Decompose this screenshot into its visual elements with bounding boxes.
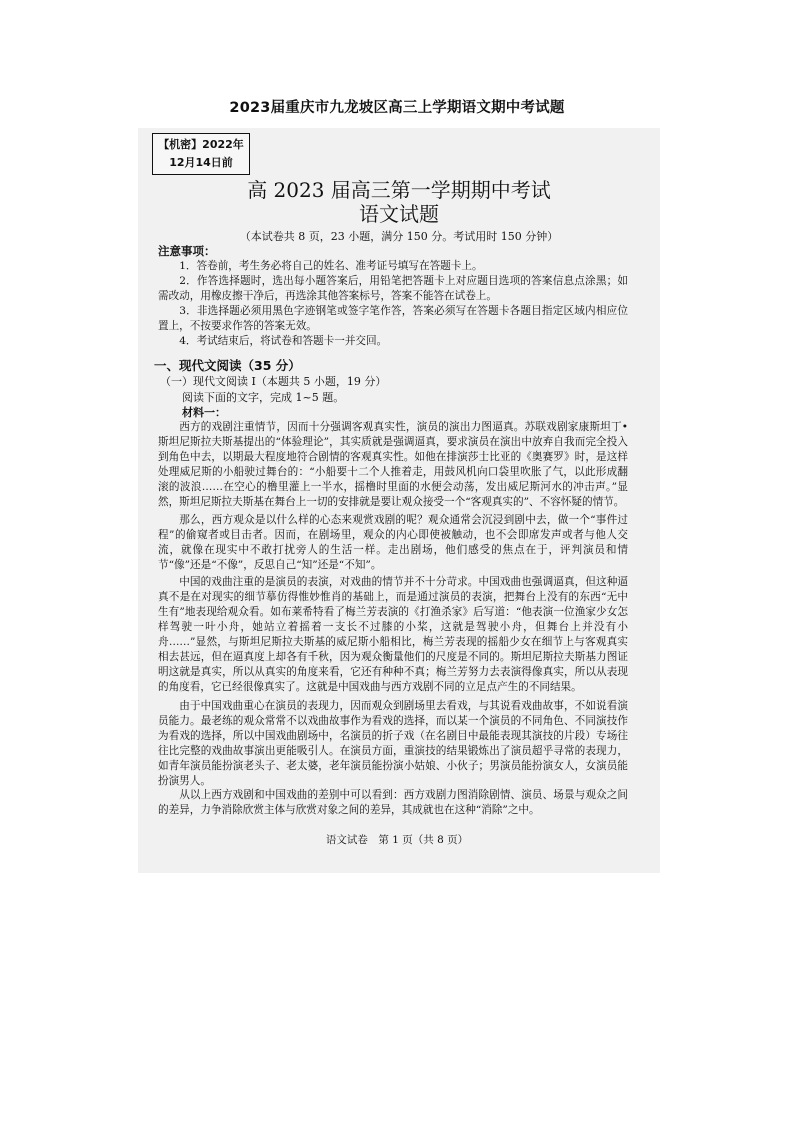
notice-item-4: 4．考试结束后，将试卷和答题卡一并交回。 — [179, 335, 388, 347]
section-heading: 一、现代文阅读（35 分） — [154, 358, 301, 373]
passage-paragraph-5: 从以上西方戏剧和中国戏曲的差别中可以看到：西方戏剧力图消除剧情、演员、场景与观众之间的差异，力争消除欣赏主体与欣赏对象之间的差异，其成就也在这种“消除”之中。 — [158, 789, 628, 816]
reading-instruction: 阅读下面的文字，完成 1~5 题。 — [182, 391, 345, 404]
passage-paragraph-2: 那么，西方观众是以什么样的心态来观赏戏剧的呢？观众通常会沉浸到剧中去，做一个“事件过程”的偷窥者或目击者。因而，在剧场里，观众的内心即使被触动，也不会即席发声或者与他人交流，就像在现实中不敢打扰旁人的生活一样。走出剧场，他们感受的焦点在于，评判演员和情节“像”还是“不像”，反思自己“知”还是“不知”。 — [158, 514, 628, 571]
notice-item-1: 1．答卷前，考生务必将自己的姓名、准考证号填写在答题卡上。 — [179, 260, 483, 272]
subsection-heading: （一）现代文阅读 I（本题共 5 小题，19 分） — [160, 375, 387, 388]
material-label: 材料一： — [182, 406, 226, 419]
passage-paragraph-3: 中国的戏曲注重的是演员的表演，对戏曲的情节并不十分苛求。中国戏曲也强调逼真，但这种逼真不是在对现实的细节摹仿得惟妙惟肖的基础上，而是通过演员的表演，把舞台上没有的东西“无中生有”地表现给观众看。如布莱希特看了梅兰芳表演的《打渔杀家》后写道：“他表演一位渔家少女怎样驾驶一叶小舟，她站立着摇着一支长不过膝的小桨，这就是驾驶小舟，但舞台上并没有小舟……”显然，与斯坦尼斯拉夫斯基的威尼斯小船相比，梅兰芳表现的摇船少女在细节上与客观真实相去甚远，但在逼真度上却各有千秋，因为观众衡量他们的尺度是不同的。斯坦尼斯拉夫斯基力图证明这就是真实，所以从真实的角度来看，它还有种种不真；梅兰芳努力去表演得像真实，所以从表现的角度看，它已经很像真实了。这就是中国戏曲与西方戏剧不同的立足点产生的不同结果。 — [158, 576, 628, 693]
confidential-line-2: 12月14日前 — [169, 156, 233, 169]
passage-paragraph-1: 西方的戏剧注重情节，因而十分强调客观真实性，演员的演出力图逼真。苏联戏剧家康斯坦丁•斯坦尼斯拉夫斯基提出的“体验理论”，其实质就是强调逼真，要求演员在演出中放弃自我而完全投入到角色中去，以期最大程度地符合剧情的客观真实性。如他在排演莎士比亚的《奥赛罗》时，是这样处理威尼斯的小船驶过舞台的：“小船要十二个人推着走，用鼓风机向口袋里吹胀了气，以此形成翻滚的波浪……在空心的橹里灌上一半水，摇橹时里面的水便会动荡，发出威尼斯河水的冲击声。”显然，斯坦尼斯拉夫斯基在舞台上一切的安排就是要让观众接受一个“客观真实的”、不容怀疑的情节。 — [158, 421, 628, 508]
document-title: 2023届重庆市九龙坡区高三上学期语文期中考试题 — [229, 100, 565, 116]
notice-heading: 注意事项： — [158, 244, 216, 258]
exam-subtitle: 语文试题 — [359, 202, 439, 226]
notice-item-2: 2．作答选择题时，选出每小题答案后，用铅笔把答题卡上对应题目选项的答案信息点涂黑；如需改动，用橡皮擦干净后，再选涂其他答案标号，答案不能答在试卷上。 — [158, 275, 628, 302]
confidential-stamp — [152, 133, 250, 175]
exam-title: 高 2023 届高三第一学期期中考试 — [247, 178, 551, 202]
exam-info: （本试卷共 8 页，23 小题，满分 150 分。考试用时 150 分钟） — [239, 230, 559, 243]
page-footer: 语文试卷 第 1 页（共 8 页） — [325, 834, 469, 846]
passage-paragraph-4: 由于中国戏曲重心在演员的表现力，因而观众到剧场里去看戏，与其说看戏曲故事，不如说看演员能力。最老练的观众常常不以戏曲故事作为看戏的选择，而以某一个演员的不同角色、不同演技作为看戏的选择，所以中国戏曲剧场中，名演员的折子戏（在名剧目中最能表现其演技的片段）专场往往比完整的戏曲故事演出更能吸引人。在演员方面，重演技的结果锻炼出了演员超乎寻常的表现力，如青年演员能扮演老头子、老太婆，老年演员能扮演小姑娘、小伙子；男演员能扮演女人，女演员能扮演男人。 — [158, 700, 628, 787]
confidential-line-1: 【机密】2022年 — [158, 138, 244, 151]
notice-item-3: 3．非选择题必须用黑色字迹钢笔或签字笔作答，答案必须写在答题卡各题目指定区域内相应位置上，不按要求作答的答案无效。 — [158, 305, 628, 332]
